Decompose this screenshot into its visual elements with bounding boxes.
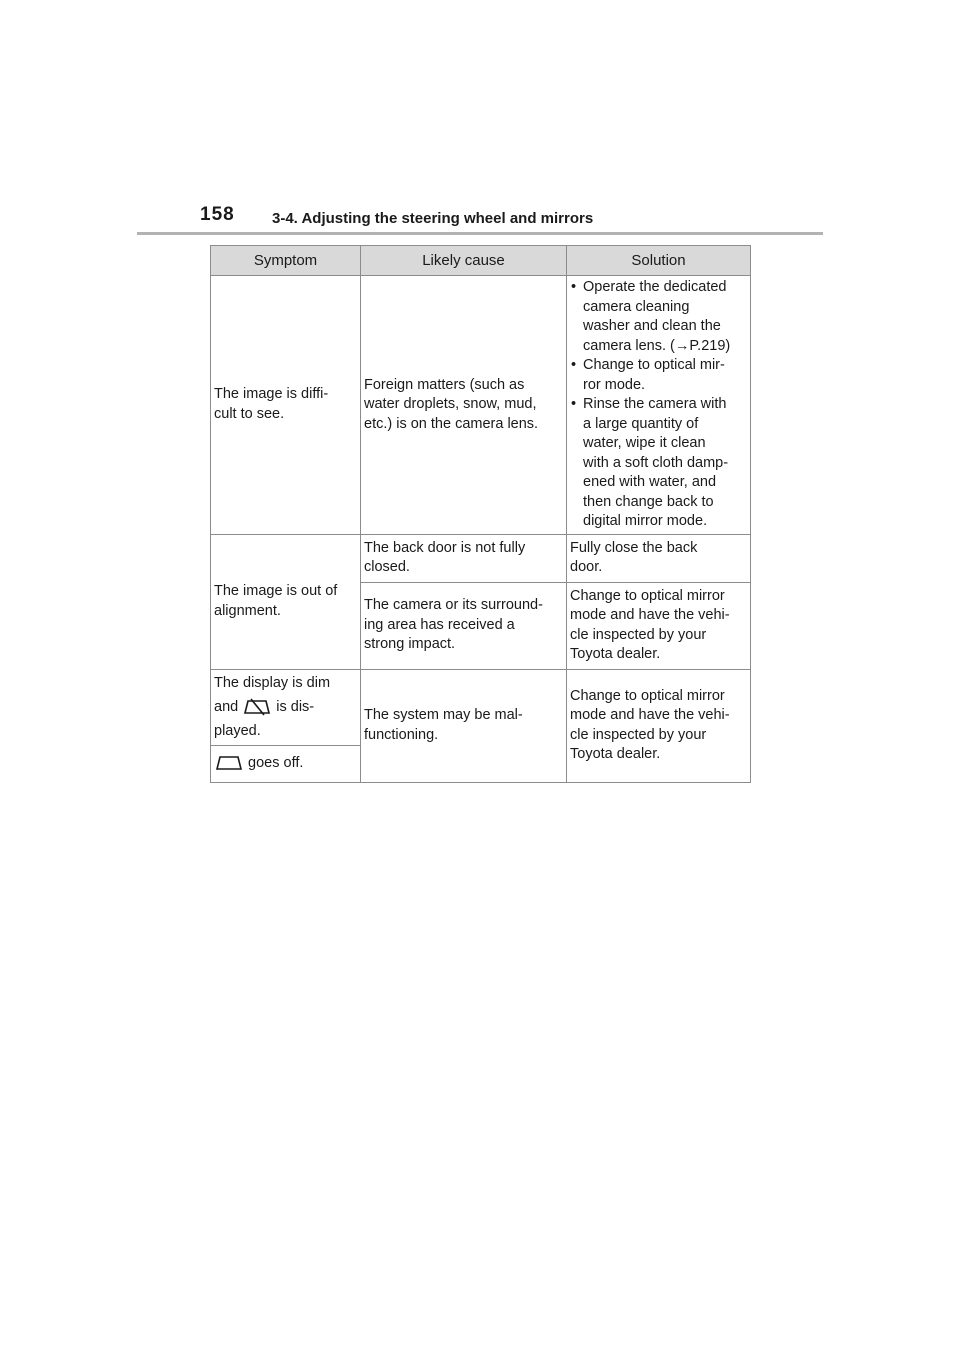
cause-cell [361, 669, 567, 782]
mirror-warning-icon [242, 697, 272, 717]
solution-item: • Rinse the camera with a large quantity of water, wipe it clean with a soft cloth damp- ened with water, and then change back to digital mirror mode. [570, 395, 747, 532]
solution-text: Change to optical mirror mode and have the vehi- cle inspected by your Toyota dealer. [570, 687, 730, 762]
table-row [211, 276, 751, 535]
symptom-line: played. [214, 722, 261, 739]
solution-cell [567, 669, 751, 782]
column-header-likely-cause: Likely cause [361, 246, 567, 276]
cause-text: Foreign matters (such as water droplets, snow, mud, etc.) is on the camera lens. [364, 376, 539, 432]
symptom-line: The display is dim [214, 674, 331, 691]
solution-item: • Operate the dedicated camera cleaning washer and clean the camera lens. (→P.219) [570, 278, 747, 356]
header-rule [137, 232, 823, 235]
solution-cell [567, 534, 751, 582]
symptom-cell [211, 534, 361, 669]
cause-cell [361, 534, 567, 582]
table-header-row [211, 246, 751, 276]
solution-cell [567, 276, 751, 535]
arrow-icon: → [674, 337, 690, 354]
cause-cell [361, 582, 567, 669]
cause-text: The back door is not fully closed. [364, 539, 526, 575]
table-row [211, 669, 751, 745]
column-header-symptom: Symptom [211, 246, 361, 276]
symptom-cell [211, 745, 361, 782]
solution-list [570, 278, 747, 532]
symptom-text: The image is diffi- cult to see. [214, 386, 329, 422]
symptom-cell [211, 669, 361, 745]
page-number: 158 [200, 204, 235, 225]
cause-cell [361, 276, 567, 535]
cause-text: The camera or its surround- ing area has received a strong impact. [364, 597, 543, 653]
mirror-indicator-icon [214, 753, 244, 773]
table-row [211, 534, 751, 582]
symptom-text: The image is out of alignment. [214, 583, 338, 619]
solution-cell [567, 582, 751, 669]
cause-text: The system may be mal- functioning. [364, 707, 523, 743]
symptom-line: and [214, 698, 239, 715]
section-title: 3-4. Adjusting the steering wheel and mirrors [272, 210, 594, 227]
column-header-solution: Solution [567, 246, 751, 276]
solution-text: Change to optical mirror mode and have the vehi- cle inspected by your Toyota dealer. [570, 587, 730, 662]
solution-item: • Change to optical mir- ror mode. [570, 356, 747, 395]
solution-text: Fully close the back door. [570, 539, 698, 575]
symptom-line: is dis- [276, 698, 315, 715]
troubleshooting-table [210, 245, 751, 783]
symptom-text: goes off. [248, 755, 304, 772]
page-header [200, 204, 720, 234]
symptom-cell [211, 276, 361, 535]
